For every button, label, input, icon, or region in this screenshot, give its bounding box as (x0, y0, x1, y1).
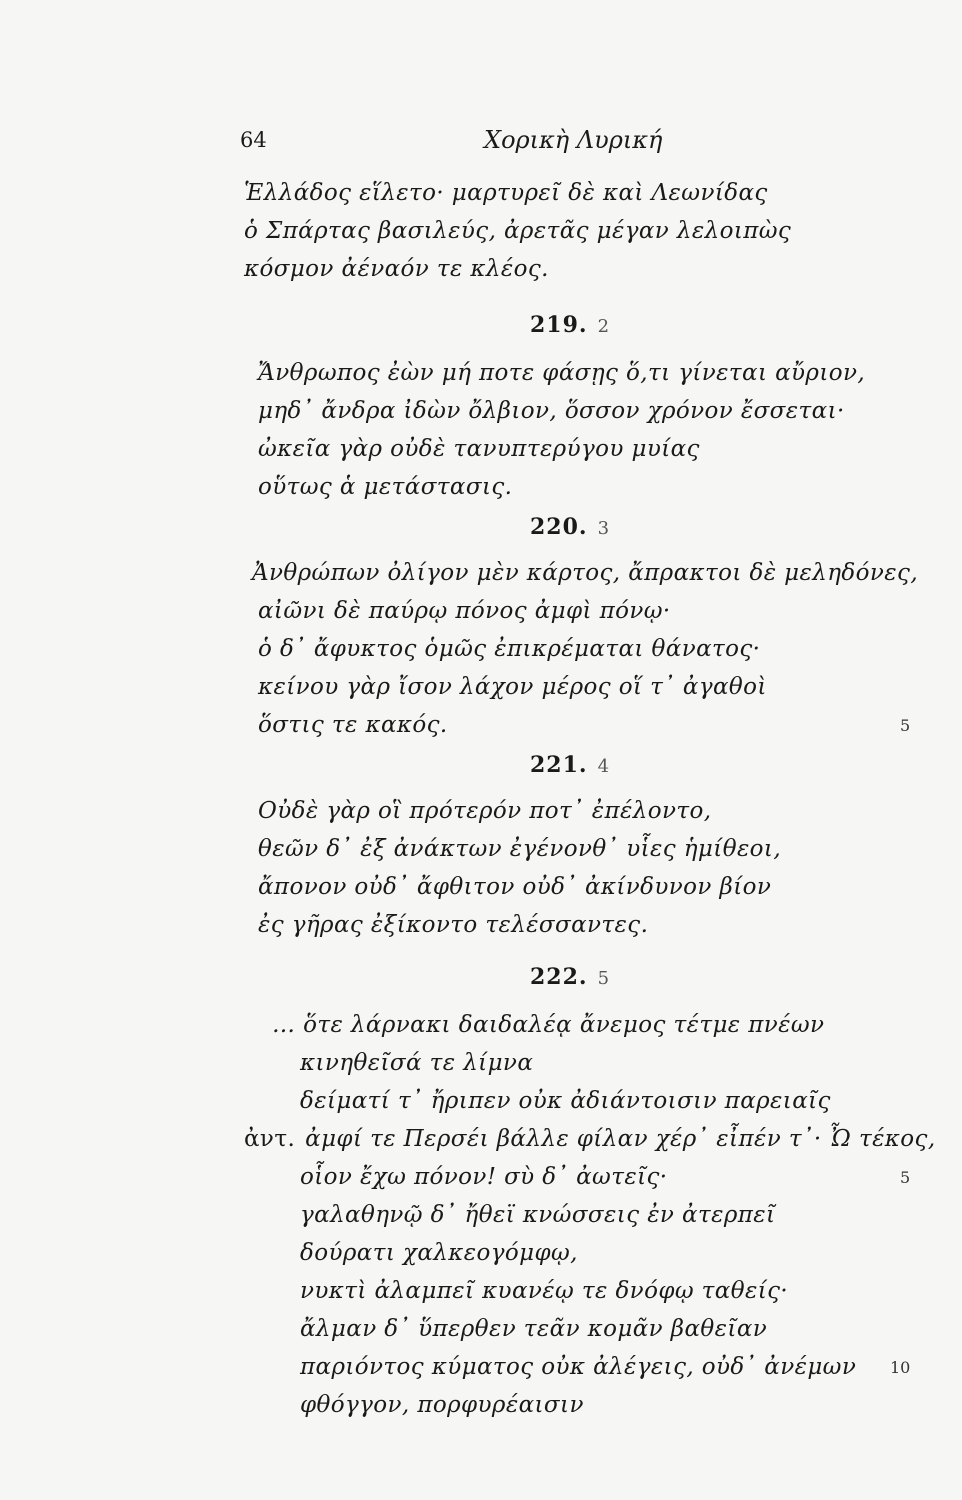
text-line: ἄλμαν δ᾽ ὕπερθεν τεᾶν κομᾶν βαθεῖαν (300, 1316, 768, 1342)
running-title: Χορικὴ Λυρική (484, 126, 663, 154)
text-line: Ἀνθρώπων ὀλίγον μὲν κάρτος, ἄπρακτοι δὲ μεληδόνες, (252, 560, 919, 586)
text-line: κινηθεῖσά τε λίμνα (300, 1050, 534, 1076)
text-line: ἐς γῆρας ἐξίκοντο τελέσσαντες. (258, 912, 649, 938)
fragment-subnumber: 5 (597, 968, 611, 989)
fragment-heading-220 (530, 514, 610, 540)
text-line: ἀμφί τε Περσέι βάλλε φίλαν χέρ᾽ εἶπέν τ᾽· Ὦ τέκος, (305, 1126, 936, 1152)
fragment-number: 219. (530, 312, 588, 338)
text-line: οὕτως ἁ μετάστασις. (258, 474, 513, 500)
text-line: ὁ δ᾽ ἄφυκτος ὁμῶς ἐπικρέμαται θάνατος· (258, 636, 761, 662)
text-line: θεῶν δ᾽ ἐξ ἀνάκτων ἐγένονθ᾽ υἷες ἡμίθεοι, (258, 836, 782, 862)
text-line: γαλαθηνῷ δ᾽ ἤθεϊ κνώσσεις ἐν ἀτερπεῖ (300, 1202, 776, 1228)
fragment-subnumber: 3 (597, 518, 611, 539)
text-line: νυκτὶ ἀλαμπεῖ κυανέῳ τε δνόφῳ ταθείς· (300, 1278, 789, 1304)
antistrophe-label: ἀντ. (244, 1126, 296, 1152)
fragment-subnumber: 4 (597, 756, 611, 777)
text-line: … ὅτε λάρνακι δαιδαλέᾳ ἄνεμος τέτμε πνέων (272, 1012, 825, 1038)
fragment-heading-222 (530, 964, 610, 990)
text-line: ὁ Σπάρτας βασιλεύς, ἀρετᾶς μέγαν λελοιπὼς (244, 218, 792, 244)
fragment-number: 220. (530, 514, 588, 540)
fragment-subnumber: 2 (597, 316, 611, 337)
text-line: μηδ᾽ ἄνδρα ἰδὼν ὄλβιον, ὅσσον χρόνον ἔσσεται· (258, 398, 845, 424)
text-line: δείματί τ᾽ ἤριπεν οὐκ ἀδιάντοισιν παρειαῖς (300, 1088, 831, 1114)
text-line: Ἑλλάδος εἵλετο· μαρτυρεῖ δὲ καὶ Λεωνίδας (244, 180, 768, 206)
antistrophe-line (244, 1126, 936, 1152)
page-number: 64 (240, 128, 267, 152)
text-line: αἰῶνι δὲ παύρῳ πόνος ἀμφὶ πόνῳ· (258, 598, 671, 624)
line-number: 10 (890, 1358, 911, 1377)
text-line: παριόντος κύματος οὐκ ἀλέγεις, οὐδ᾽ ἀνέμων (300, 1354, 857, 1380)
text-line: ἄπονον οὐδ᾽ ἄφθιτον οὐδ᾽ ἀκίνδυνον βίον (258, 874, 772, 900)
text-line: κόσμον ἀέναόν τε κλέος. (244, 256, 549, 282)
line-number: 5 (900, 716, 911, 735)
fragment-heading-219 (530, 312, 610, 338)
text-line: Ἄνθρωπος ἐὼν μή ποτε φάσῃς ὅ,τι γίνεται αὔριον, (258, 360, 866, 386)
fragment-number: 222. (530, 964, 588, 990)
fragment-heading-221 (530, 752, 610, 778)
text-line: ὅστις τε κακός. (258, 712, 448, 738)
text-line: φθόγγον, πορφυρέαισιν (300, 1392, 584, 1418)
text-line: Οὐδὲ γὰρ οἳ πρότερόν ποτ᾽ ἐπέλοντο, (258, 798, 712, 824)
text-line: οἷον ἔχω πόνον! σὺ δ᾽ ἀωτεῖς· (300, 1164, 668, 1190)
text-line: δούρατι χαλκεογόμφῳ, (300, 1240, 578, 1266)
text-line: κείνου γὰρ ἴσον λάχον μέρος οἵ τ᾽ ἀγαθοὶ (258, 674, 767, 700)
fragment-number: 221. (530, 752, 588, 778)
text-line: ὠκεῖα γὰρ οὐδὲ τανυπτερύγου μυίας (258, 436, 700, 462)
line-number: 5 (900, 1168, 911, 1187)
